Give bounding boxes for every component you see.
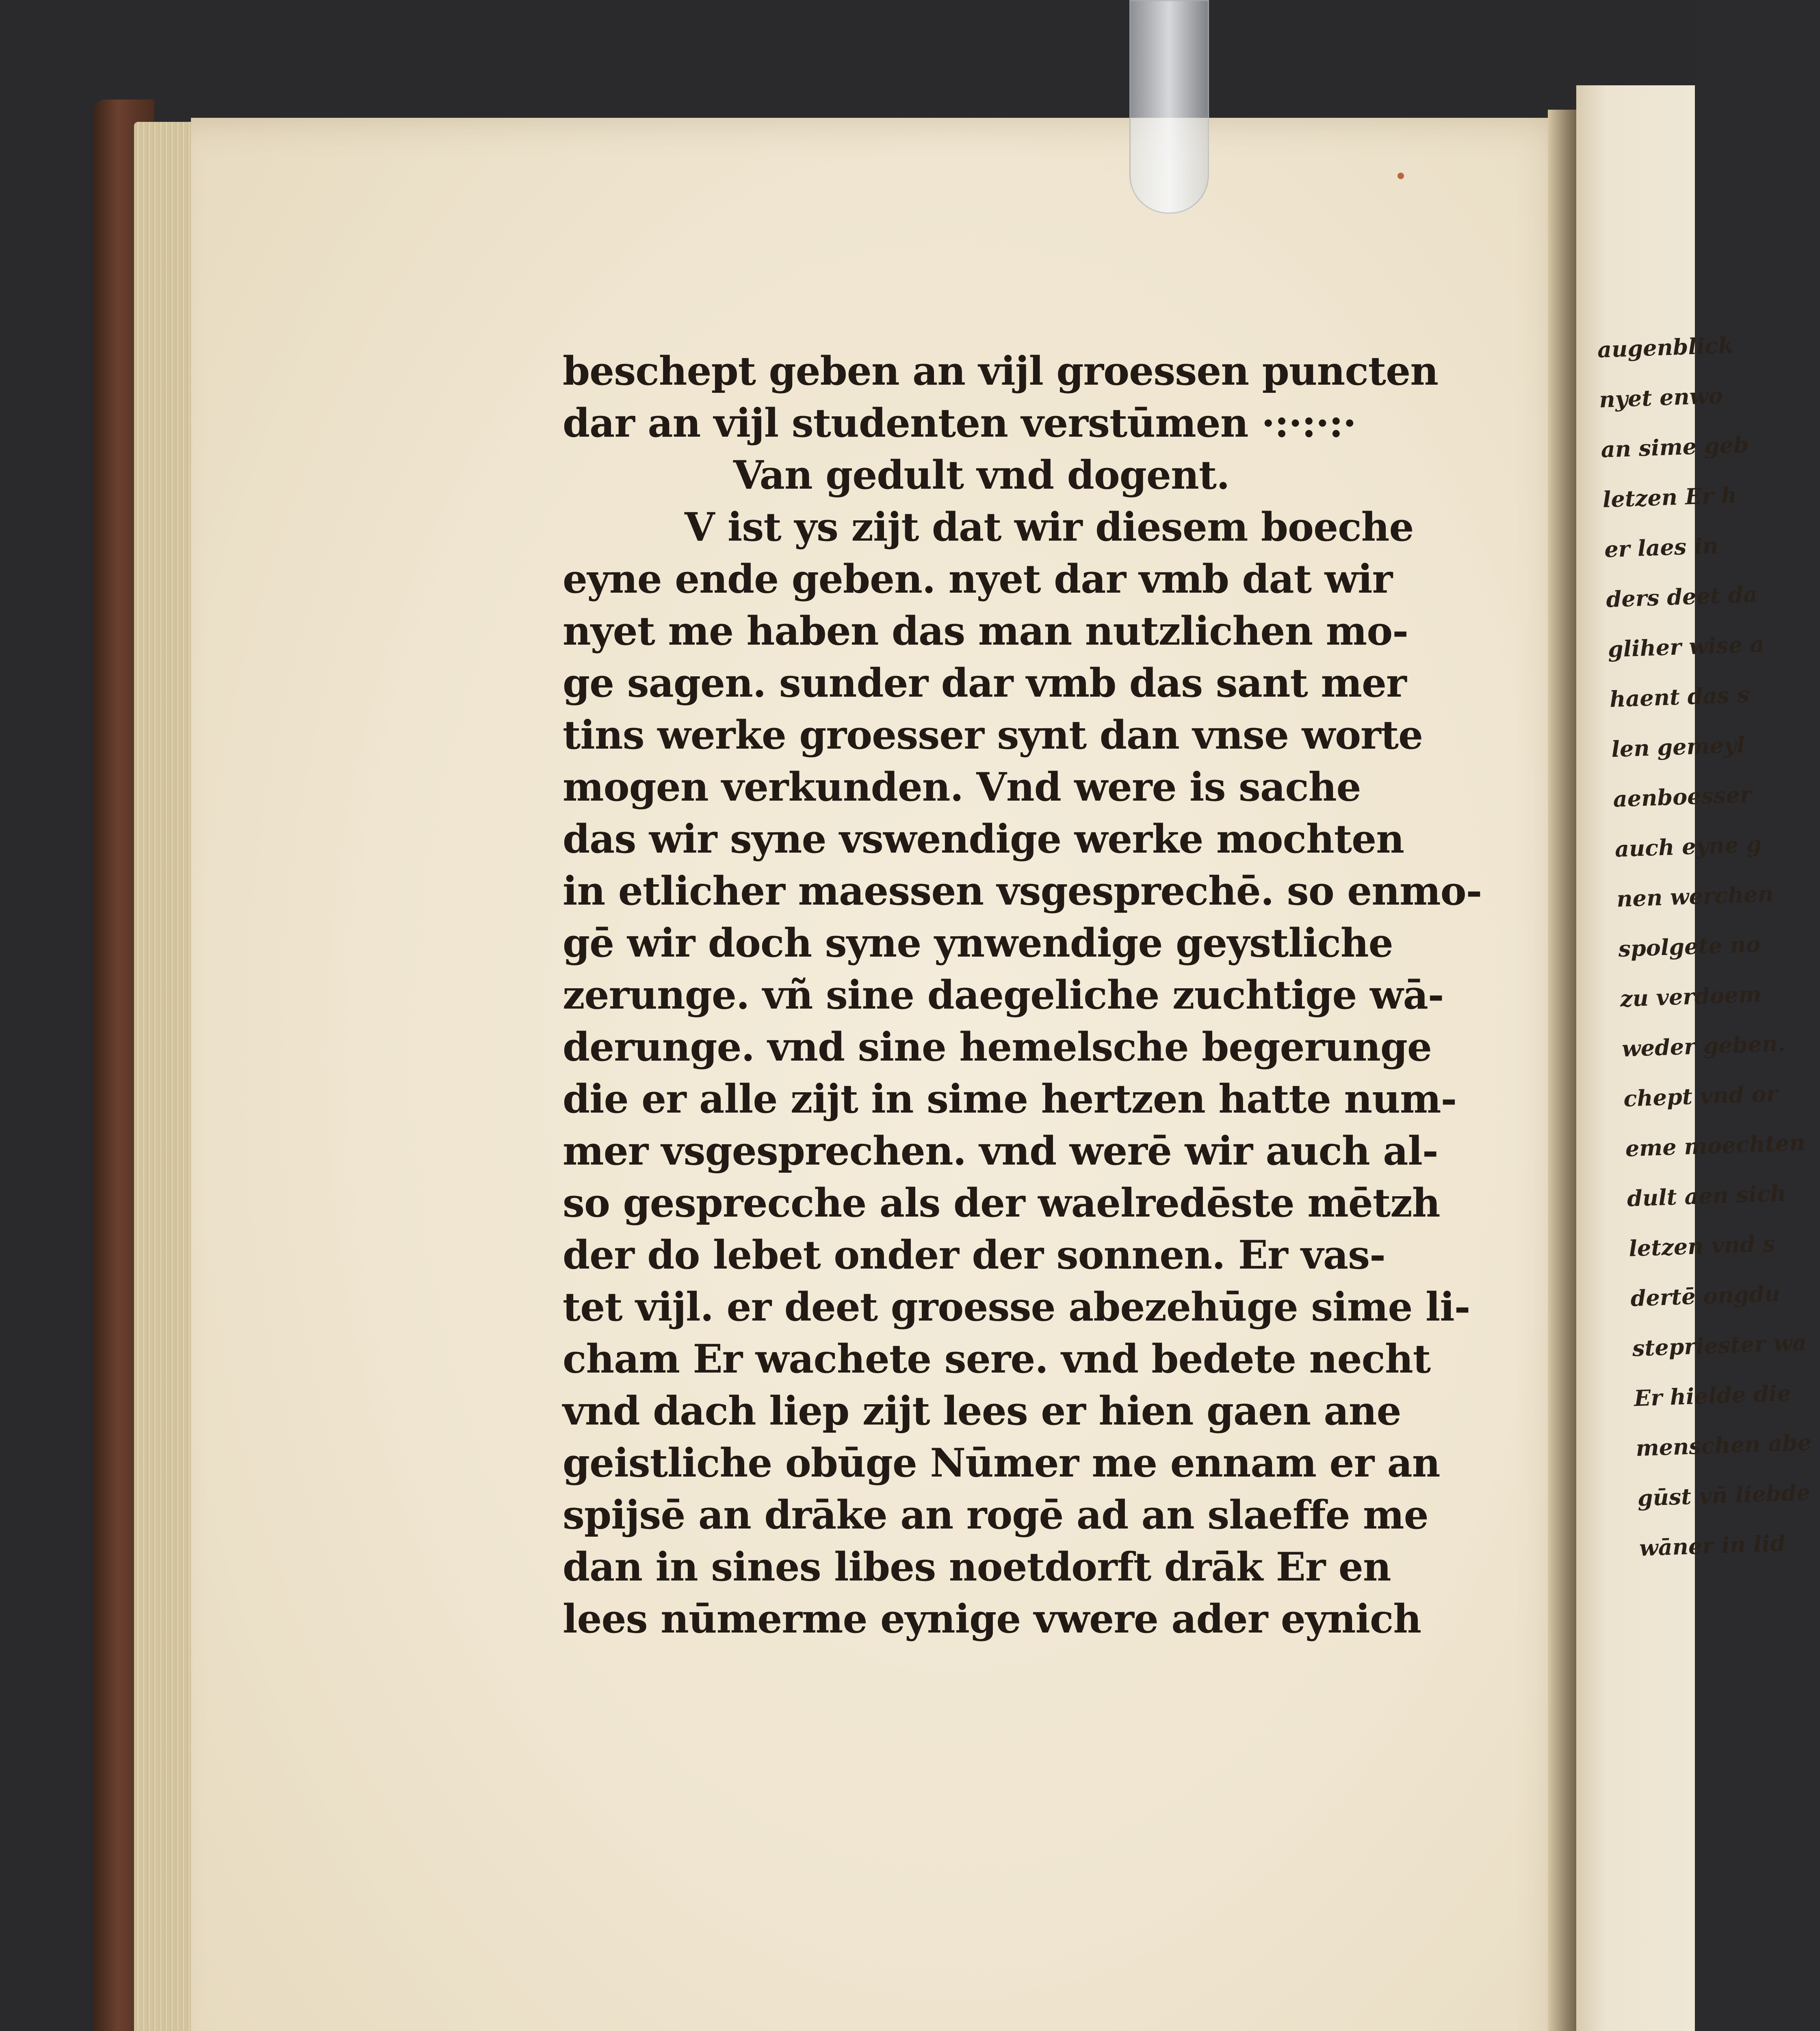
facing-text-line: haent das s bbox=[1609, 681, 1750, 712]
text-line: mogen verkunden. Vnd were is sache bbox=[563, 764, 1361, 810]
facing-text-line: nen werchen bbox=[1616, 880, 1774, 912]
facing-text-line: an sime geb bbox=[1600, 431, 1749, 463]
text-line: ge sagen. sunder dar vmb das sant mer bbox=[563, 660, 1406, 706]
facing-text-line: er laes in bbox=[1604, 532, 1719, 563]
facing-text-line: weder geben. bbox=[1621, 1030, 1786, 1062]
text-line: spijsē an drāke an rogē ad an slaeffe me bbox=[563, 1492, 1428, 1538]
text-line: lees nūmerme eynige vwere ader eynich bbox=[563, 1596, 1421, 1642]
text-line: mer vsgesprechen. vnd werē wir auch al- bbox=[563, 1128, 1438, 1174]
text-line: dan in sines libes noetdorft drāk Er en bbox=[563, 1544, 1391, 1590]
facing-text-line: gūst vñ liebde bbox=[1637, 1479, 1811, 1511]
facing-text-line: wāner in lid bbox=[1639, 1530, 1786, 1561]
facing-text-line: dult aen sich bbox=[1626, 1180, 1787, 1212]
main-text-block bbox=[563, 345, 1482, 1645]
text-line: der do lebet onder der sonnen. Er vas- bbox=[563, 1232, 1385, 1278]
text-line: in etlicher maessen vsgesprechē. so enmo- bbox=[563, 868, 1482, 914]
text-line: cham Er wachete sere. vnd bedete necht bbox=[563, 1336, 1431, 1382]
facing-page bbox=[1576, 85, 1812, 2031]
facing-text-line: menschen abe bbox=[1635, 1429, 1812, 1462]
text-line: dar an vijl studenten verstūmen ·:·:·:· bbox=[563, 400, 1356, 446]
facing-text-line: len gemeyl bbox=[1611, 731, 1745, 762]
facing-text-line: eme moechten bbox=[1625, 1129, 1806, 1162]
text-line: gē wir doch syne ynwendige geystliche bbox=[563, 920, 1393, 966]
facing-text-line: aenboesser bbox=[1612, 781, 1752, 812]
top-page-clip bbox=[1129, 0, 1209, 214]
text-line: nyet me haben das man nutzlichen mo- bbox=[563, 608, 1408, 654]
section-heading: Van gedult vnd dogent. bbox=[733, 452, 1230, 498]
facing-text-line: nyet enwo bbox=[1599, 382, 1724, 413]
text-line: eyne ende geben. nyet dar vmb dat wir bbox=[563, 556, 1393, 602]
text-line: die er alle zijt in sime hertzen hatte num- bbox=[563, 1076, 1457, 1122]
text-line: zerunge. vñ sine daegeliche zuchtige wā- bbox=[563, 972, 1444, 1018]
facing-text-line: augenblick bbox=[1597, 332, 1734, 363]
text-line: derunge. vnd sine hemelsche begerunge bbox=[563, 1024, 1432, 1070]
text-line: geistliche obūge Nūmer me ennam er an bbox=[563, 1440, 1440, 1486]
facing-page-text bbox=[1597, 321, 1812, 1573]
text-line: V ist ys zijt dat wir diesem boeche bbox=[685, 504, 1414, 550]
text-line: tet vijl. er deet groesse abezehūge sime li- bbox=[563, 1284, 1470, 1330]
facing-text-line: zu verdoem bbox=[1619, 981, 1762, 1012]
facing-text-line: chept vnd or bbox=[1623, 1080, 1779, 1112]
text-line: beschept geben an vijl groessen puncten bbox=[563, 348, 1438, 394]
facing-text-line: auch eyne g bbox=[1614, 831, 1762, 862]
ink-spot bbox=[1398, 173, 1404, 179]
page-edges bbox=[134, 122, 199, 2031]
facing-text-line: letzen Er h bbox=[1602, 482, 1738, 513]
facing-text-line: ders deet da bbox=[1606, 581, 1758, 613]
facing-text-line: dertē ongdu bbox=[1630, 1280, 1781, 1312]
text-line: vnd dach liep zijt lees er hien gaen ane bbox=[563, 1388, 1401, 1434]
text-line: so gesprecche als der waelredēste mētzh bbox=[563, 1180, 1440, 1226]
facing-text-line: Er hielde die bbox=[1634, 1379, 1792, 1412]
text-line: tins werke groesser synt dan vnse worte bbox=[563, 712, 1423, 758]
facing-text-line: spolgete no bbox=[1618, 931, 1761, 962]
facing-text-line: stepriester wa bbox=[1632, 1329, 1807, 1362]
facing-text-line: gliher wise a bbox=[1607, 631, 1765, 663]
facing-text-line: letzen vnd s bbox=[1628, 1230, 1776, 1262]
text-line: das wir syne vswendige werke mochten bbox=[563, 816, 1404, 862]
